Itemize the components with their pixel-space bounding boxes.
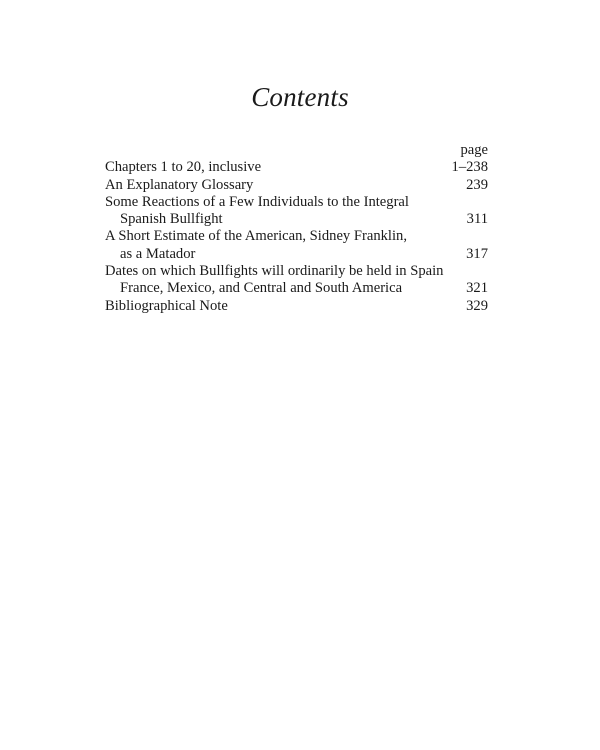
toc-entry [105,194,488,229]
toc-entry [105,298,488,315]
toc-entry-title-line: An Explanatory Glossary [105,176,254,193]
toc-entry-title [105,228,407,263]
toc-entry-title-line: Spanish Bullfight [120,211,223,228]
toc-entry-title [105,177,253,194]
toc-entry-page: 239 [466,176,488,193]
toc-entry-title [105,159,261,176]
toc-entry-title-line: Bibliographical Note [105,297,228,314]
page-title: Contents [251,82,349,112]
toc-entry-title-line: Some Reactions of a Few Individuals to the Integral [105,193,409,210]
toc-entry [105,228,488,263]
toc-entry-title-line: A Short Estimate of the American, Sidney Franklin, [105,228,407,245]
toc-entry-page: 1–238 [451,159,488,176]
toc-entry [105,159,488,176]
toc-entry-title-line: Dates on which Bullfights will ordinarily be held in Spain [105,263,444,280]
toc-entry-title-line: as a Matador [120,245,196,262]
toc-entry-title-line: France, Mexico, and Central and South America [120,280,403,297]
toc-entry-page: 329 [466,297,488,314]
toc-entry-page: 311 [466,211,488,228]
toc-entry-title [105,298,228,315]
toc-entry-title [105,263,443,298]
toc-entry-title [105,194,409,229]
toc-entry-page: 317 [466,245,488,262]
table-of-contents [105,142,488,315]
toc-entry [105,263,488,298]
toc-entry-page: 321 [466,280,488,297]
toc-entry [105,177,488,194]
page-column-header: page [460,142,488,158]
toc-entry-title-line: Chapters 1 to 20, inclusive [105,159,262,176]
